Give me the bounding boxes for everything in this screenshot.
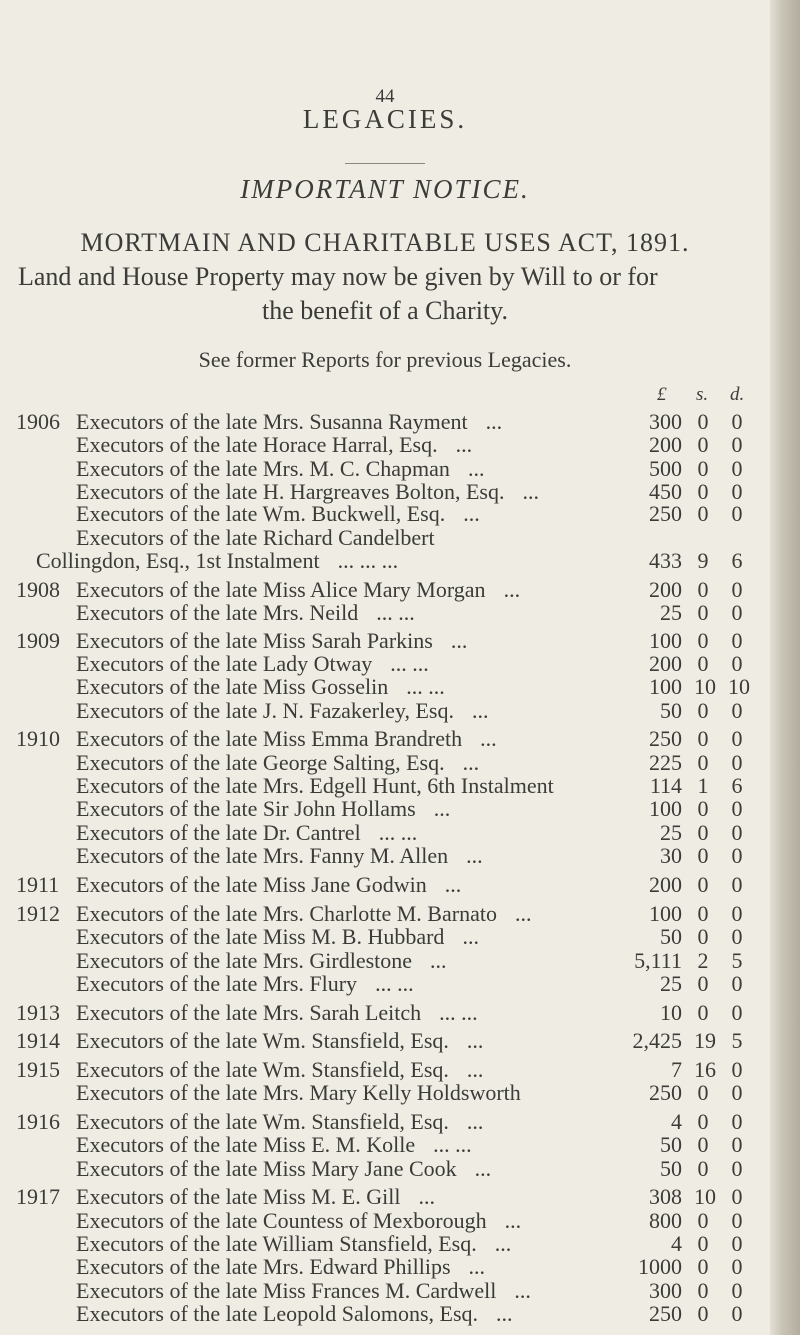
legacy-donor: Executors of the late Richard Candelbert — [76, 524, 435, 550]
legacy-pence: 0 — [731, 1155, 743, 1181]
legacy-pence: 0 — [731, 796, 743, 822]
legacy-shillings: 0 — [697, 1155, 709, 1181]
legacy-shillings: 0 — [697, 726, 709, 752]
leader-dots: ... — [474, 1155, 492, 1181]
legacy-donor: Executors of the late Mrs. M. C. Chapman — [76, 455, 450, 481]
legacy-year: 1908 — [16, 576, 60, 602]
legacy-donor: Executors of the late Horace Harral, Esq. — [76, 432, 438, 458]
leader-dots: ... ... ... — [337, 547, 399, 573]
leader-dots: ... — [444, 872, 462, 898]
leader-dots: ... — [494, 1231, 512, 1257]
legacy-donor: Executors of the late Wm. Stansfield, Esq. — [76, 1109, 449, 1135]
legacy-pounds: 500 — [649, 455, 682, 481]
legacy-pounds: 25 — [660, 819, 682, 845]
legacy-donor: Executors of the late Miss Jane Godwin — [76, 872, 427, 898]
legacy-donor: Executors of the late Wm. Stansfield, Esq. — [76, 1057, 449, 1083]
legacy-donor: Executors of the late Mrs. Neild — [76, 599, 359, 625]
legacy-shillings: 0 — [697, 749, 709, 775]
legacy-donor: Executors of the late Countess of Mexborough — [76, 1207, 487, 1233]
leader-dots: ... — [503, 576, 521, 602]
legacy-shillings: 0 — [697, 1132, 709, 1158]
legacy-donor: Executors of the late Mrs. Girdlestone — [76, 947, 413, 973]
leader-dots: ... — [433, 796, 451, 822]
legacy-description — [76, 1027, 483, 1055]
legacy-shillings: 0 — [697, 971, 709, 997]
legacy-donor: Executors of the late Sir John Hollams — [76, 796, 416, 822]
legacy-pence: 10 — [728, 674, 750, 700]
legacy-pounds: 250 — [649, 1080, 682, 1106]
leader-dots: ... — [450, 627, 468, 653]
legacy-pounds: 25 — [660, 599, 682, 625]
legacy-donor: Executors of the late Leopold Salomons, Esq. — [76, 1301, 479, 1326]
legacy-description — [76, 1155, 491, 1183]
legacy-pounds: 300 — [649, 409, 682, 434]
legacy-donor: Executors of the late Miss M. B. Hubbard — [76, 924, 445, 950]
legacy-pence: 0 — [731, 749, 743, 775]
legacy-pence: 0 — [731, 1207, 743, 1233]
legacy-year: 1915 — [16, 1057, 60, 1083]
legacy-pence: 0 — [731, 1057, 743, 1083]
legacy-donor: Executors of the late Dr. Cantrel — [76, 819, 361, 845]
legacy-year: 1914 — [16, 1028, 60, 1054]
legacy-year: 1910 — [16, 726, 60, 752]
legacy-pence: 0 — [731, 1231, 743, 1257]
legacy-pounds: 50 — [660, 1132, 682, 1158]
legacy-row — [0, 1079, 770, 1107]
legacy-shillings: 19 — [694, 1028, 716, 1054]
legacy-donor: Executors of the late Miss M. E. Gill — [76, 1184, 401, 1210]
legacy-donor: Executors of the late Miss Frances M. Cardwell — [76, 1277, 497, 1303]
legacy-donor: Executors of the late Mrs. Charlotte M. Barnato — [76, 901, 497, 927]
legacy-row — [0, 1300, 770, 1328]
legacy-shillings: 0 — [697, 1109, 709, 1135]
legacy-donor: Executors of the late H. Hargreaves Bolton, Esq. — [76, 478, 505, 504]
legacy-year: 1912 — [16, 901, 60, 927]
legacy-pounds: 5,111 — [634, 947, 682, 973]
legacy-donor: Executors of the late Miss E. M. Kolle — [76, 1132, 416, 1158]
legacy-donor: Executors of the late Mrs. Mary Kelly Holdsworth — [76, 1080, 521, 1106]
legacy-shillings: 0 — [697, 999, 709, 1025]
legacy-pence: 5 — [731, 1028, 743, 1054]
legacy-row — [0, 842, 770, 870]
legacy-shillings: 0 — [697, 1207, 709, 1233]
leader-dots: ... — [430, 947, 447, 973]
legacy-pounds: 200 — [649, 576, 682, 602]
legacy-shillings: 0 — [697, 796, 709, 822]
leader-dots: ... — [462, 749, 480, 775]
legacy-pence: 0 — [731, 1080, 743, 1106]
see-former-note: See former Reports for previous Legacies. — [198, 347, 572, 372]
leader-dots: ... — [468, 1254, 486, 1280]
leader-dots: ... ... — [406, 674, 445, 700]
legacy-donor: Executors of the late Miss Alice Mary Morgan — [76, 576, 486, 602]
legacy-shillings: 0 — [697, 1231, 709, 1257]
page-title: LEGACIES. — [302, 104, 468, 134]
legacy-pence: 0 — [731, 455, 743, 481]
leader-dots: ... ... — [439, 999, 478, 1025]
legacy-shillings: 1 — [697, 772, 709, 798]
legacy-pounds: 800 — [649, 1207, 682, 1233]
legacy-pence: 0 — [731, 726, 743, 752]
legacy-pounds: 250 — [649, 726, 682, 752]
leader-dots: ... — [471, 697, 489, 723]
legacy-pence: 0 — [731, 924, 743, 950]
legacy-shillings: 0 — [697, 478, 709, 504]
legacy-pence: 0 — [731, 409, 743, 434]
legacy-pence: 0 — [731, 576, 743, 602]
legacy-description — [76, 697, 488, 725]
legacy-row — [0, 871, 770, 899]
legacy-row — [0, 970, 770, 998]
legacy-pounds: 433 — [649, 547, 682, 573]
legacy-pounds: 50 — [660, 924, 682, 950]
leader-dots: ... — [466, 1028, 484, 1054]
legacy-shillings: 0 — [697, 599, 709, 625]
legacy-row — [0, 1027, 770, 1055]
legacy-pence: 0 — [731, 478, 743, 504]
legacy-description — [76, 599, 415, 627]
intro-line-1: Land and House Property may now be given by Will to or for — [18, 262, 658, 291]
legacy-row — [0, 1155, 770, 1183]
leader-dots: ... — [466, 1109, 484, 1135]
legacy-shillings: 0 — [697, 501, 709, 527]
legacy-pounds: 7 — [671, 1057, 682, 1083]
leader-dots: ... — [480, 726, 497, 752]
legacy-pounds: 50 — [660, 1155, 682, 1181]
legacy-pence: 5 — [731, 947, 743, 973]
legacy-shillings: 0 — [697, 842, 709, 868]
legacy-donor: Executors of the late Wm. Stansfield, Esq. — [76, 1028, 449, 1054]
legacy-pence: 0 — [731, 1109, 743, 1135]
legacy-pounds: 300 — [649, 1277, 682, 1303]
legacy-donor: Executors of the late Miss Mary Jane Cook — [76, 1155, 457, 1181]
legacy-donor: Executors of the late Mrs. Edgell Hunt, 6th Instalment — [76, 772, 554, 798]
legacy-pounds: 1000 — [638, 1254, 682, 1280]
legacy-shillings: 0 — [697, 901, 709, 927]
legacy-pence: 0 — [731, 999, 743, 1025]
legacy-donor: Executors of the late Mrs. Edward Phillips — [76, 1254, 451, 1280]
legacy-year: 1911 — [16, 872, 60, 898]
page-number: 44 — [375, 86, 395, 107]
legacy-pence: 0 — [731, 842, 743, 868]
legacy-shillings: 10 — [694, 1184, 716, 1210]
legacy-year: 1913 — [16, 999, 60, 1025]
legacy-pence: 6 — [731, 547, 743, 573]
legacy-pounds: 250 — [649, 501, 682, 527]
legacy-shillings: 0 — [697, 872, 709, 898]
title-divider — [345, 163, 425, 164]
legacy-description — [76, 871, 461, 899]
legacy-shillings: 0 — [697, 819, 709, 845]
legacy-pence: 0 — [731, 599, 743, 625]
legacy-shillings: 0 — [697, 651, 709, 677]
leader-dots: ... — [418, 1184, 435, 1210]
legacy-donor: Executors of the late George Salting, Esq. — [76, 749, 445, 775]
intro-line-2: the benefit of a Charity. — [262, 296, 508, 325]
legacy-pounds: 4 — [671, 1231, 682, 1257]
legacy-row — [0, 599, 770, 627]
legacy-description — [76, 1079, 539, 1107]
legacy-pence: 0 — [731, 872, 743, 898]
legacy-pounds: 50 — [660, 697, 682, 723]
legacy-pounds: 200 — [649, 872, 682, 898]
legacy-description — [76, 970, 414, 998]
legacy-pounds: 114 — [649, 772, 682, 798]
legacy-donor: Executors of the late Mrs. Flury — [76, 971, 358, 997]
legacy-pence: 6 — [731, 772, 743, 798]
act-heading: MORTMAIN AND CHARITABLE USES ACT, 1891. — [80, 228, 690, 257]
leader-dots: ... ... — [375, 971, 414, 997]
legacy-description — [76, 842, 483, 870]
leader-dots: ... — [466, 1057, 484, 1083]
legacy-donor: Executors of the late Miss Gosselin — [76, 674, 389, 700]
legacy-row — [0, 547, 770, 575]
legacy-pounds: 225 — [649, 749, 682, 775]
leader-dots: ... — [514, 1277, 531, 1303]
legacy-pence: 0 — [731, 1184, 743, 1210]
leader-dots: ... — [462, 924, 479, 950]
legacy-donor: Executors of the late William Stansfield, Esq. — [76, 1231, 477, 1257]
legacy-shillings: 0 — [697, 697, 709, 723]
legacy-pence: 0 — [731, 819, 743, 845]
legacy-pence: 0 — [731, 651, 743, 677]
leader-dots: ... — [467, 455, 485, 481]
legacy-description — [36, 547, 398, 575]
legacy-donor: Executors of the late Mrs. Sarah Leitch — [76, 999, 422, 1025]
legacy-shillings: 0 — [697, 1277, 709, 1303]
legacy-pounds: 30 — [660, 842, 682, 868]
legacy-pence: 0 — [731, 627, 743, 653]
legacy-shillings: 9 — [697, 547, 709, 573]
legacy-shillings: 16 — [694, 1057, 716, 1083]
legacy-pence: 0 — [731, 1277, 743, 1303]
legacy-year: 1906 — [16, 409, 60, 434]
leader-dots: ... — [522, 478, 539, 504]
legacy-shillings: 0 — [697, 924, 709, 950]
legacy-shillings: 0 — [697, 432, 709, 458]
leader-dots: ... ... — [376, 599, 415, 625]
legacy-pence: 0 — [731, 501, 743, 527]
legacy-pence: 0 — [731, 901, 743, 927]
leader-dots: ... — [455, 432, 473, 458]
legacy-shillings: 0 — [697, 576, 709, 602]
legacy-shillings: 10 — [694, 674, 716, 700]
legacy-donor: Executors of the late Lady Otway — [76, 651, 373, 677]
legacy-pounds: 2,425 — [632, 1028, 682, 1054]
legacy-pounds: 200 — [649, 432, 682, 458]
leader-dots: ... ... — [390, 651, 429, 677]
leader-dots: ... — [463, 501, 480, 527]
legacy-pounds: 4 — [671, 1109, 682, 1135]
legacy-row — [0, 999, 770, 1027]
legacy-description — [76, 999, 478, 1027]
legacy-pence: 0 — [731, 1132, 743, 1158]
legacy-pounds: 100 — [649, 901, 682, 927]
legacy-pounds: 200 — [649, 651, 682, 677]
legacy-shillings: 2 — [697, 947, 709, 973]
legacy-year: 1917 — [16, 1184, 60, 1210]
legacy-shillings: 0 — [697, 455, 709, 481]
leader-dots: ... — [514, 901, 532, 927]
legacy-pounds: 308 — [649, 1184, 682, 1210]
legacy-year: 1916 — [16, 1109, 60, 1135]
legacy-pounds: 100 — [649, 796, 682, 822]
legacy-donor: Executors of the late Miss Emma Brandreth — [76, 726, 463, 752]
legacy-pounds: 250 — [649, 1301, 682, 1326]
legacy-shillings: 0 — [697, 409, 709, 434]
legacy-donor: Executors of the late Mrs. Susanna Rayment — [76, 409, 468, 434]
legacy-pounds: 100 — [649, 674, 682, 700]
legacy-shillings: 0 — [697, 627, 709, 653]
page-edge — [770, 0, 800, 1335]
legacy-pence: 0 — [731, 432, 743, 458]
legacy-donor: Collingdon, Esq., 1st Instalment — [36, 547, 320, 573]
pence-header: d. — [730, 384, 745, 405]
legacy-row — [0, 697, 770, 725]
legacy-pounds: 10 — [660, 999, 682, 1025]
notice-heading: IMPORTANT NOTICE. — [240, 174, 530, 204]
leader-dots: ... ... — [433, 1132, 472, 1158]
shillings-header: s. — [696, 384, 709, 405]
legacy-pence: 0 — [731, 971, 743, 997]
legacy-donor: Executors of the late Mrs. Fanny M. Allen — [76, 842, 449, 868]
legacy-donor: Executors of the late Wm. Buckwell, Esq. — [76, 501, 446, 527]
legacy-pounds: 25 — [660, 971, 682, 997]
legacy-donor: Executors of the late Miss Sarah Parkins — [76, 627, 433, 653]
legacy-pence: 0 — [731, 697, 743, 723]
legacy-shillings: 0 — [697, 1301, 709, 1326]
leader-dots: ... — [485, 409, 503, 434]
legacy-pounds: 450 — [649, 478, 682, 504]
legacy-pounds: 100 — [649, 627, 682, 653]
legacy-shillings: 0 — [697, 1254, 709, 1280]
legacy-pence: 0 — [731, 1301, 743, 1326]
legacy-donor: Executors of the late J. N. Fazakerley, Esq. — [76, 697, 454, 723]
leader-dots: ... — [504, 1207, 522, 1233]
leader-dots: ... ... — [378, 819, 418, 845]
legacy-description — [76, 1300, 513, 1328]
legacy-pence: 0 — [731, 1254, 743, 1280]
legacy-shillings: 0 — [697, 1080, 709, 1106]
leader-dots: ... — [466, 842, 483, 868]
leader-dots: ... — [496, 1301, 513, 1326]
legacy-year: 1909 — [16, 627, 60, 653]
pounds-header: £ — [657, 384, 667, 405]
